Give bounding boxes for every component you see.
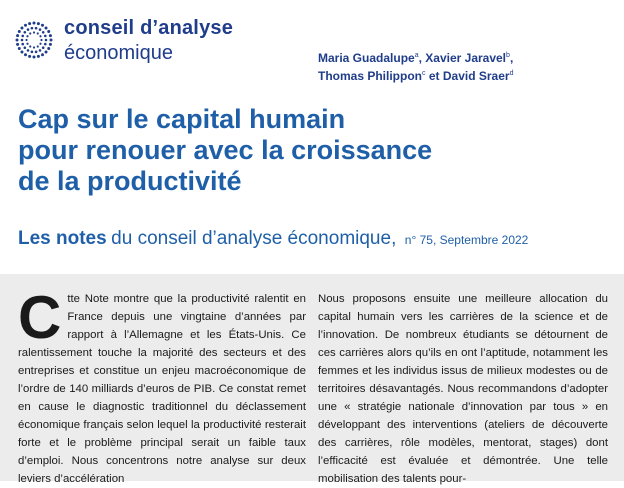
authors-joiner: et [428, 69, 440, 83]
logo-dot [39, 35, 41, 37]
logo-dot [39, 43, 41, 45]
logo-dot [49, 34, 52, 37]
logo-dot [37, 32, 39, 34]
logo-dot [28, 55, 31, 58]
logo-dot [21, 35, 24, 38]
author-name: Xavier Jaravel [425, 51, 507, 65]
summary-column-left [18, 284, 306, 488]
issue-number: n° 75, Septembre 2022 [404, 233, 529, 247]
logo-dot [16, 34, 19, 37]
author-affiliation: b [506, 52, 510, 59]
cae-logo-icon [14, 20, 54, 60]
summary-column-right [318, 290, 608, 488]
series-line [18, 228, 528, 250]
title-line: Cap sur le capital humain [18, 104, 346, 134]
author-affiliation: c [422, 70, 426, 77]
logo-dot [31, 27, 34, 30]
logo-dot [35, 51, 38, 54]
logo-dot [37, 45, 39, 47]
series-publisher: du conseil d’analyse économique, [111, 228, 397, 249]
logo-dot [24, 24, 27, 27]
logo-dot [24, 31, 27, 34]
logo-dot [21, 43, 24, 46]
summary-paragraph: Nous proposons ensuite une meilleure allocation du capital humain vers les carrières de la science et de l’innovation. De nombreux étudiants se détournent de ces carrières alors qu’ils en ont l’aptitude, notamment les femmes et les individus issus de milieux modestes ou de territoires désavantagés. Nous recommandons d’adopter une « stratégie nationale d’innovation par tous » en développant des interventions (ateliers de découverte des carrières, rôle modèles, mentorat, stages) dont l’efficacité est évaluée et démontrée. Une telle mobilisation des talents pour- [318, 293, 608, 485]
logo-dot [16, 39, 19, 42]
logo-dot [45, 51, 48, 54]
logo-dot [24, 53, 27, 56]
logo-dot [45, 39, 48, 42]
logo-dot [35, 27, 38, 30]
logo-dot [42, 31, 45, 34]
logo-dot [26, 35, 28, 37]
brand-name-line2: économique [64, 42, 173, 64]
author-affiliation: a [414, 52, 419, 59]
logo-dot [33, 22, 36, 25]
logo-dot [33, 56, 36, 59]
logo-dot [31, 51, 34, 54]
logo-dot [47, 47, 50, 50]
logo-dot [27, 49, 30, 52]
logo-dot [18, 47, 21, 50]
logo-dot [41, 24, 44, 27]
logo-dot [44, 43, 47, 46]
author-name: David Sraer [442, 69, 510, 83]
logo-dot [33, 46, 35, 48]
logo-dot [27, 28, 30, 31]
logo-dot [21, 39, 24, 42]
logo-dot [25, 39, 27, 41]
series-name: Les notes [18, 228, 107, 249]
logo-dot [37, 55, 40, 58]
logo-dot [26, 43, 28, 45]
logo-dot [20, 26, 23, 29]
logo-dot [16, 43, 19, 46]
document-title [18, 104, 608, 197]
logo-dot [37, 22, 40, 25]
logo-dot [49, 43, 52, 46]
logo-dot [40, 39, 42, 41]
logo-dot [47, 30, 50, 33]
logo-dot [28, 22, 31, 25]
logo-dot [44, 35, 47, 38]
logo-dot [41, 53, 44, 56]
title-line: de la productivité [18, 166, 242, 196]
drop-cap: C [18, 284, 62, 351]
title-line: pour renouer avec la croissance [18, 135, 433, 165]
logo-dot [24, 46, 27, 49]
logo-dot [45, 26, 48, 29]
logo-dot [42, 46, 45, 49]
logo-dot [18, 30, 21, 33]
authors-block [318, 48, 513, 84]
logo-dot [39, 28, 42, 31]
logo-dot [20, 51, 23, 54]
logo-dot [29, 32, 31, 34]
logo-dot [29, 45, 31, 47]
summary-paragraph: tte Note montre que la productivité ralentit en France depuis une vingtaine d’années par rapport à l’Allemagne et les États-Unis. Ce ralentissement touche la majorité des secteurs et des entreprises et constitue un enjeu macroéconomique de l’ordre de 140 milliards d’euros de PIB. Ce constat remet en cause le diagnostic traditionnel du déclassement économique français selon lequel la productivité resterait forte et le problème principal serait un faible taux d’emploi. Nous concentrons notre analyse sur deux leviers d’accélération [18, 293, 306, 485]
author-name: Maria Guadalupe [318, 51, 415, 65]
logo-dot [39, 49, 42, 52]
authors-line2 [318, 66, 513, 84]
logo-dot [33, 31, 35, 33]
author-name: Thomas Philippon [318, 69, 422, 83]
logo-dot [50, 39, 53, 42]
authors-line1: Maria Guadalupe$^a$, Xavier Jaravel$^b$, [318, 51, 514, 65]
brand-name-line1: conseil d’analyse [64, 17, 234, 39]
author-affiliation: d [509, 70, 514, 77]
